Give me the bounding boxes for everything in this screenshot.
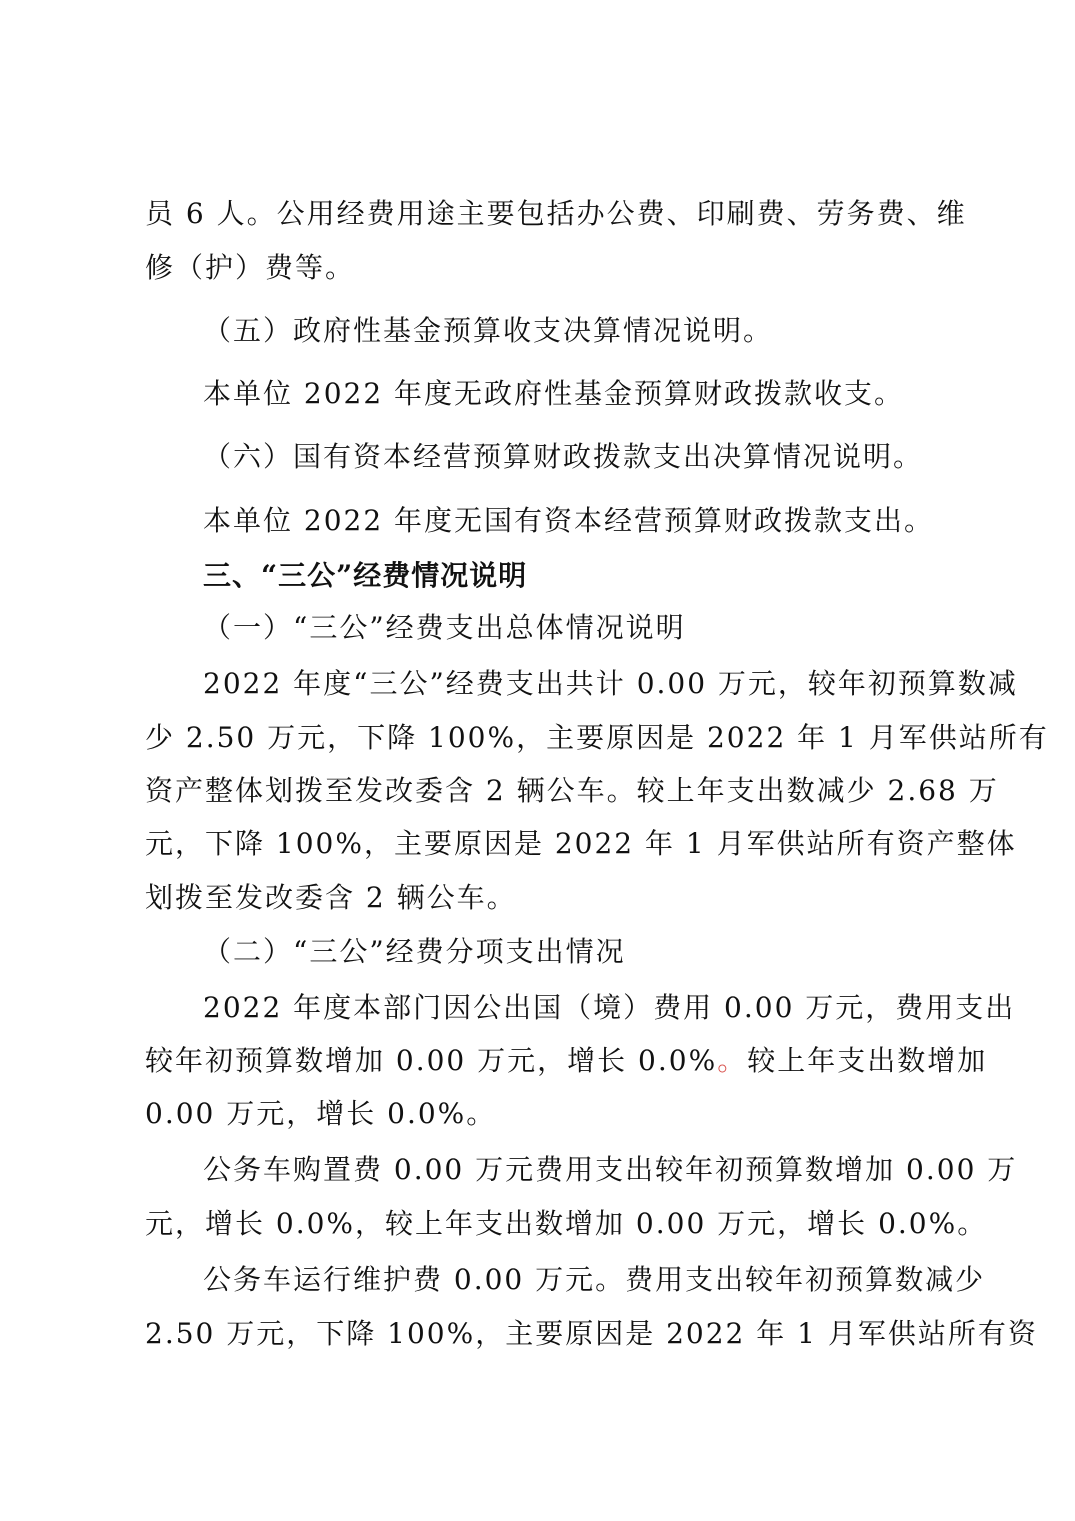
text-line: 0.00 万元，增长 0.0%。 — [145, 1097, 497, 1130]
text-line: 员 6 人。公用经费用途主要包括办公费、印刷费、劳务费、维 — [145, 197, 967, 230]
text-line: 2022 年度本部门因公出国（境）费用 0.00 万元，费用支出 — [203, 991, 1016, 1024]
text-line: 2022 年度“三公”经费支出共计 0.00 万元，较年初预算数减 — [203, 667, 1018, 700]
text-line: 公务车购置费 0.00 万元费用支出较年初预算数增加 0.00 万 — [203, 1153, 1018, 1186]
text-line: 本单位 2022 年度无政府性基金预算财政拨款收支。 — [203, 377, 905, 410]
text-line: 2.50 万元，下降 100%，主要原因是 2022 年 1 月军供站所有资 — [145, 1317, 1038, 1350]
text-line: 本单位 2022 年度无国有资本经营预算财政拨款支出。 — [203, 504, 935, 537]
text-segment: 较年初预算数增加 0.00 万元，增长 0.0% — [145, 1044, 718, 1077]
text-segment: 较上年支出数增加 — [747, 1044, 988, 1077]
section-heading: （一）“三公”经费支出总体情况说明 — [203, 611, 686, 644]
text-line: 少 2.50 万元，下降 100%，主要原因是 2022 年 1 月军供站所有 — [145, 721, 1049, 754]
section-heading: （二）“三公”经费分项支出情况 — [203, 935, 626, 968]
text-line: 划拨至发改委含 2 辆公车。 — [145, 881, 517, 914]
red-punctuation: 。 — [717, 1044, 748, 1077]
text-line: 元，下降 100%，主要原因是 2022 年 1 月军供站所有资产整体 — [145, 827, 1017, 860]
text-line: 修（护）费等。 — [145, 251, 356, 284]
text-line-mixed — [145, 1043, 988, 1079]
text-line: 资产整体划拨至发改委含 2 辆公车。较上年支出数减少 2.68 万 — [145, 774, 999, 807]
section-heading: （六）国有资本经营预算财政拨款支出决算情况说明。 — [203, 440, 924, 473]
chapter-heading: 三、“三公”经费情况说明 — [203, 559, 528, 592]
text-line: 公务车运行维护费 0.00 万元。费用支出较年初预算数减少 — [203, 1263, 986, 1296]
text-line: 元，增长 0.0%，较上年支出数增加 0.00 万元，增长 0.0%。 — [145, 1207, 988, 1240]
section-heading: （五）政府性基金预算收支决算情况说明。 — [203, 314, 774, 347]
